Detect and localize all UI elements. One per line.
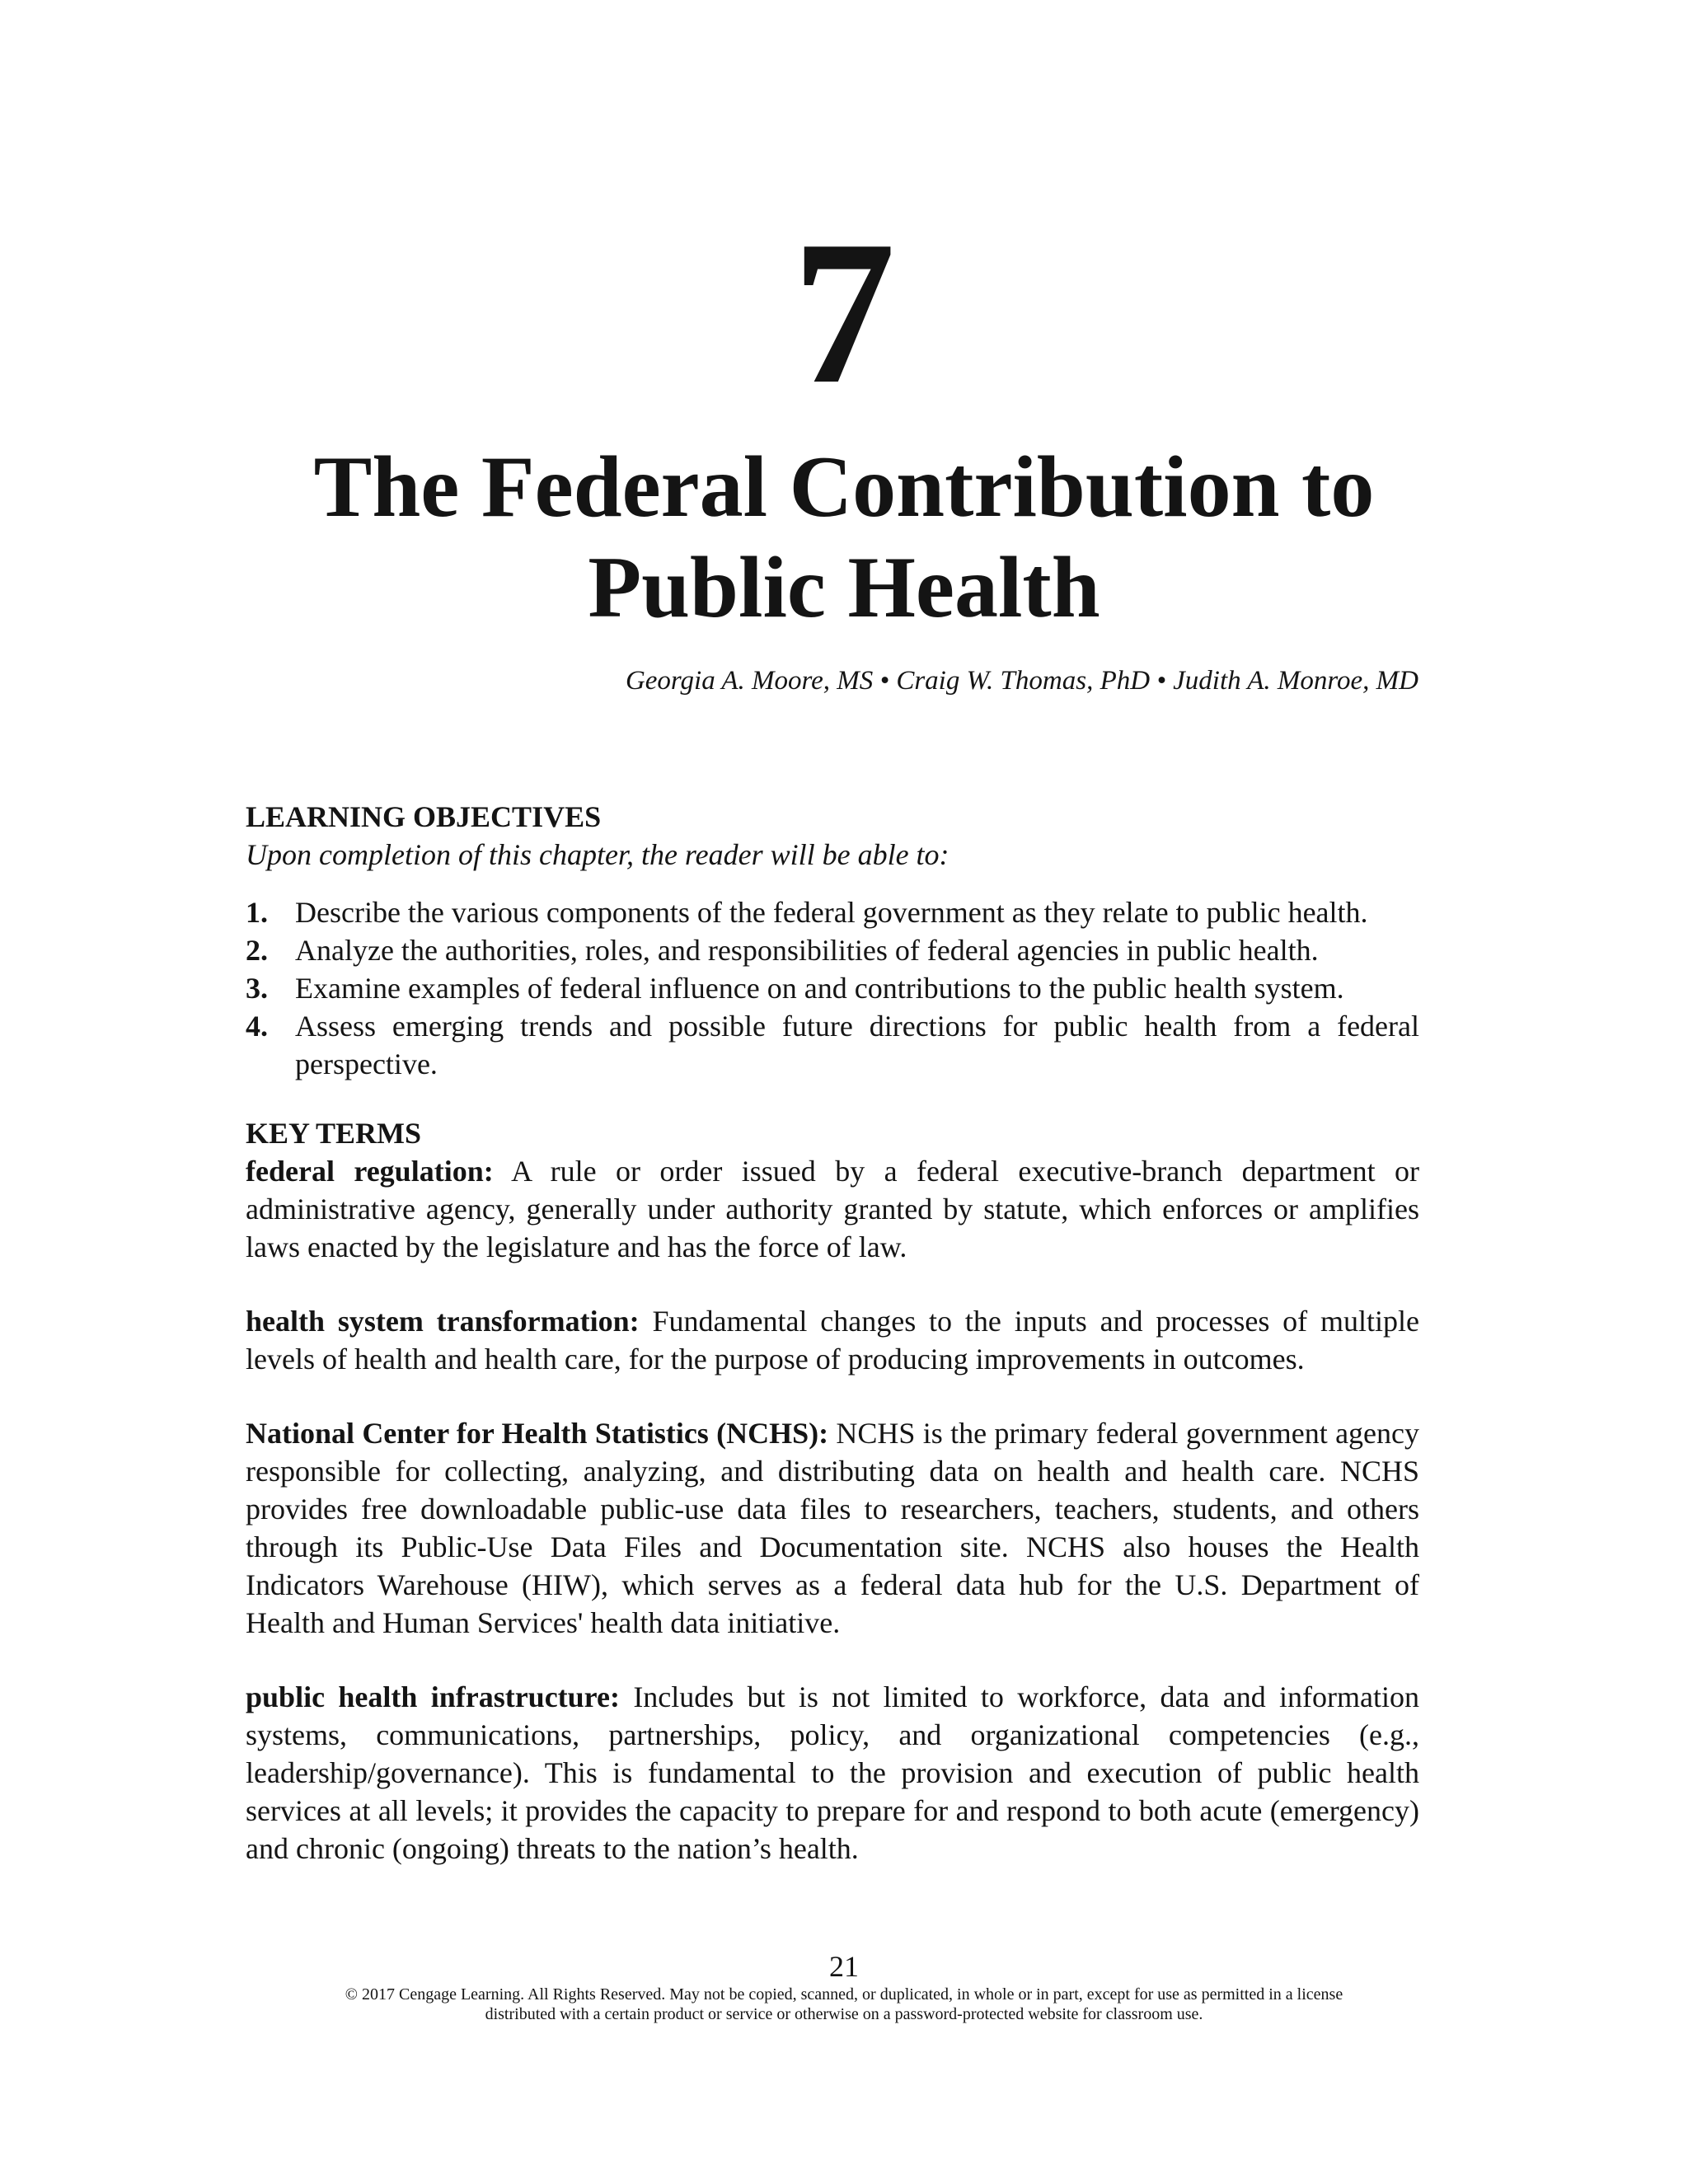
key-term-name: National Center for Health Statistics (NCHS):: [246, 1417, 829, 1450]
objective-number: 1.: [246, 896, 268, 929]
objective-item: [246, 969, 1419, 1007]
page-number: 21: [829, 1950, 859, 1983]
copyright-line-2: distributed with a certain product or service or otherwise on a password-protected website for classroom use.: [485, 2005, 1203, 2023]
key-term-name: health system transformation:: [246, 1305, 640, 1338]
objective-item: [246, 1007, 1419, 1083]
key-term-name: public health infrastructure:: [246, 1680, 620, 1713]
objective-number: 2.: [246, 934, 268, 967]
learning-objectives-heading: LEARNING OBJECTIVES: [246, 800, 602, 833]
objective-text: Examine examples of federal influence on and contributions to the public health system.: [295, 972, 1344, 1005]
chapter-content: [246, 798, 1419, 1868]
key-term-definition: NCHS is the primary federal government agency responsible for collecting, analyzing, and distributing data on health and health care. NCHS provides free downloadable public-use data files to researchers, teachers, students, and others through its Public-Use Data Files and Documentation site. NCHS also houses the Health Indicators Warehouse (HIW), which serves as a federal data hub for the U.S. Department of Health and Human Services' health data initiative.: [246, 1417, 1420, 1639]
chapter-number: 7: [792, 199, 896, 427]
key-term: [246, 1152, 1419, 1266]
learning-objectives-list: [246, 893, 1419, 1083]
objective-item: [246, 931, 1419, 969]
key-terms-section: [246, 1114, 1419, 1868]
key-term: [246, 1678, 1419, 1868]
key-terms-heading: KEY TERMS: [246, 1117, 422, 1150]
objective-text: Describe the various components of the federal government as they relate to public health.: [295, 896, 1368, 929]
objective-number: 4.: [246, 1010, 268, 1043]
objective-text: Assess emerging trends and possible future directions for public health from a federal perspective.: [295, 1010, 1419, 1080]
key-term-name: federal regulation:: [246, 1155, 494, 1188]
learning-objectives-intro: Upon completion of this chapter, the reader will be able to:: [246, 838, 950, 871]
key-term-definition: Includes but is not limited to workforce, data and information systems, communications, partnerships, policy, and organizational competencies (e.g., leadership/governance). This is fundamental to the provision and execution of public health services at all levels; it provides the capacity to prepare for and respond to both acute (emergency) and chronic (ongoing) threats to the nation’s health.: [246, 1680, 1419, 1865]
objective-item: [246, 893, 1419, 931]
learning-objectives-section: [246, 798, 1419, 1083]
key-term: [246, 1302, 1419, 1378]
chapter-title-line-2: Public Health: [588, 539, 1100, 635]
chapter-title: [0, 437, 1688, 638]
key-term-definition: A rule or order issued by a federal executive-branch department or administrative agency, generally under authority granted by statute, which enforces or amplifies laws enacted by the legislature and has the force of law.: [246, 1155, 1419, 1263]
copyright-notice: [0, 1985, 1688, 2024]
copyright-line-1: © 2017 Cengage Learning. All Rights Reserved. May not be copied, scanned, or duplicated, in whole or in part, except for use as permitted in a license: [345, 1985, 1343, 2004]
key-term: [246, 1414, 1419, 1642]
chapter-authors: Georgia A. Moore, MS • Craig W. Thomas, PhD • Judith A. Monroe, MD: [625, 666, 1418, 696]
key-term-definition: Fundamental changes to the inputs and processes of multiple levels of health and health care, for the purpose of producing improvements in outcomes.: [246, 1305, 1419, 1376]
chapter-title-line-1: The Federal Contribution to: [313, 438, 1375, 535]
objective-number: 3.: [246, 972, 268, 1005]
objective-text: Analyze the authorities, roles, and responsibilities of federal agencies in public health.: [295, 934, 1319, 967]
